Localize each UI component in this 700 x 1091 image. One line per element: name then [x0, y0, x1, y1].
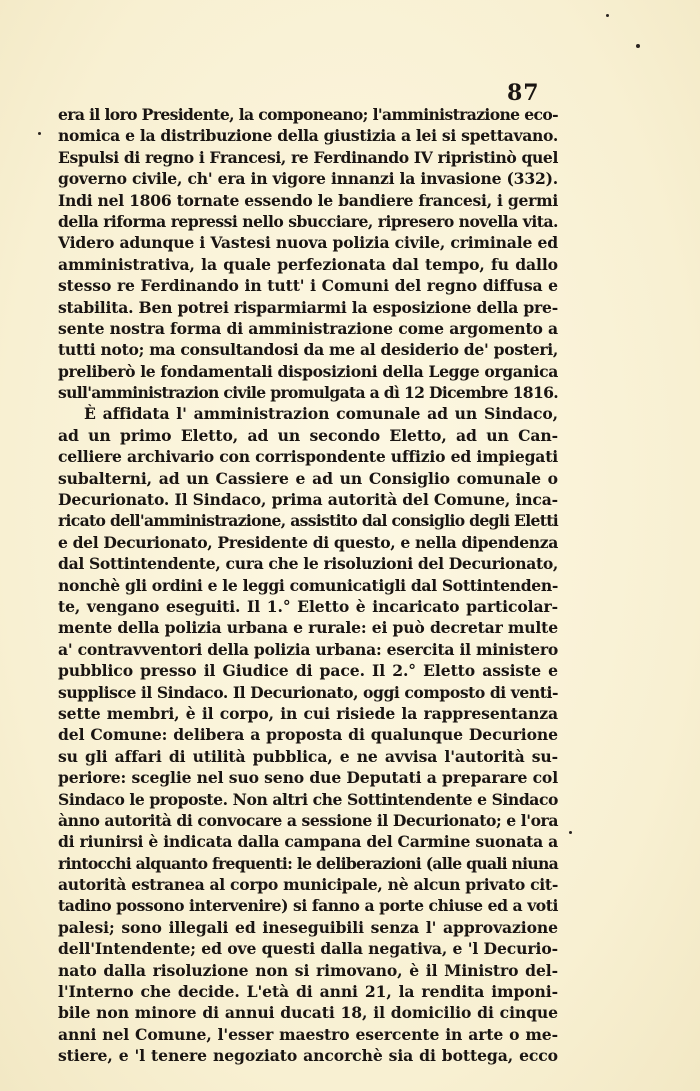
text-line: amministrativa, la quale perfezionata dal tempo, fu dallo: [58, 254, 558, 274]
text-line: mente della polizia urbana e rurale: ei può decretar multe: [58, 618, 558, 638]
text-line: rintocchi alquanto frequenti: le deliberazioni (alle quali niuna: [58, 853, 558, 873]
text-line: stiere, e 'l tenere negoziato ancorchè sia di bottega, ecco: [58, 1046, 558, 1066]
text-line: a' contravventori della polizia urbana: esercita il ministero: [58, 639, 558, 659]
text-line: Sindaco le proposte. Non altri che Sottintendente e Sindaco: [58, 789, 558, 809]
text-line: tutti noto; ma consultandosi da me al desiderio de' posteri,: [58, 340, 558, 360]
text-line: bile non minore di annui ducati 18, il domicilio di cinque: [58, 1003, 558, 1023]
ink-speck: [569, 831, 572, 834]
page-number: 87: [507, 80, 540, 106]
text-line: te, vengano eseguiti. Il 1.° Eletto è incaricato particolar-: [58, 596, 558, 616]
text-line: e del Decurionato, Presidente di questo, e nella dipendenza: [58, 532, 558, 552]
text-line: supplisce il Sindaco. Il Decurionato, oggi composto di venti-: [58, 682, 558, 702]
text-line: su gli affari di utilità pubblica, e ne avvisa l'autorità su-: [58, 746, 558, 766]
body-text: [58, 104, 558, 1067]
text-line: preliberò le fondamentali disposizioni della Legge organica: [58, 361, 558, 381]
text-line: sente nostra forma di amministrazione come argomento a: [58, 318, 558, 338]
text-line: ad un primo Eletto, ad un secondo Eletto, ad un Can-: [58, 425, 558, 445]
text-line: ànno autorità di convocare a sessione il Decurionato; e l'ora: [58, 810, 558, 830]
text-line: stesso re Ferdinando in tutt' i Comuni del regno diffusa e: [58, 276, 558, 296]
text-line: ricato dell'amministrazione, assistito dal consiglio degli Eletti: [58, 511, 558, 531]
ink-speck: [636, 44, 640, 48]
text-line: di riunirsi è indicata dalla campana del Carmine suonata a: [58, 832, 558, 852]
text-line: pubblico presso il Giudice di pace. Il 2.° Eletto assiste e: [58, 661, 558, 681]
text-line: sette membri, è il corpo, in cui risiede la rappresentanza: [58, 703, 558, 723]
text-line: stabilita. Ben potrei risparmiarmi la esposizione della pre-: [58, 297, 558, 317]
text-line: palesi; sono illegali ed ineseguibili senza l' approvazione: [58, 917, 558, 937]
text-line: subalterni, ad un Cassiere e ad un Consiglio comunale o: [58, 468, 558, 488]
text-line: sull'amministrazion civile promulgata a dì 12 Dicembre 1816.: [58, 383, 558, 403]
text-line: della riforma repressi nello sbucciare, ripresero novella vita.: [58, 211, 558, 231]
text-line: anni nel Comune, l'esser maestro esercente in arte o me-: [58, 1024, 558, 1044]
ink-speck: [606, 14, 609, 17]
text-line: autorità estranea al corpo municipale, nè alcun privato cit-: [58, 875, 558, 895]
text-line: del Comune: delibera a proposta di qualunque Decurione: [58, 725, 558, 745]
text-line: tadino possono intervenire) si fanno a porte chiuse ed a voti: [58, 896, 558, 916]
text-line: governo civile, ch' era in vigore innanzi la invasione (332).: [58, 169, 558, 189]
text-line: dell'Intendente; ed ove questi dalla negativa, e 'l Decurio-: [58, 939, 558, 959]
text-line: l'Interno che decide. L'età di anni 21, la rendita imponi-: [58, 982, 558, 1002]
text-line: celliere archivario con corrispondente uffizio ed impiegati: [58, 447, 558, 467]
text-line: Espulsi di regno i Francesi, re Ferdinando IV ripristinò quel: [58, 147, 558, 167]
text-line: Videro adunque i Vastesi nuova polizia civile, criminale ed: [58, 233, 558, 253]
text-line: Indi nel 1806 tornate essendo le bandiere francesi, i germi: [58, 190, 558, 210]
text-line: nomica e la distribuzione della giustizia a lei si spettavano.: [58, 126, 558, 146]
text-line: periore: sceglie nel suo seno due Deputati a preparare col: [58, 768, 558, 788]
text-line: era il loro Presidente, la componeano; l'amministrazione eco-: [58, 105, 558, 124]
text-line: nonchè gli ordini e le leggi comunicatigli dal Sottintenden-: [58, 575, 558, 595]
ink-speck: [38, 132, 41, 135]
text-line: È affidata l' amministrazion comunale ad un Sindaco,: [84, 404, 558, 424]
text-line: dal Sottintendente, cura che le risoluzioni del Decurionato,: [58, 554, 558, 574]
text-line: nato dalla risoluzione non si rimovano, è il Ministro del-: [58, 960, 558, 980]
text-line: Decurionato. Il Sindaco, prima autorità del Comune, inca-: [58, 490, 558, 510]
